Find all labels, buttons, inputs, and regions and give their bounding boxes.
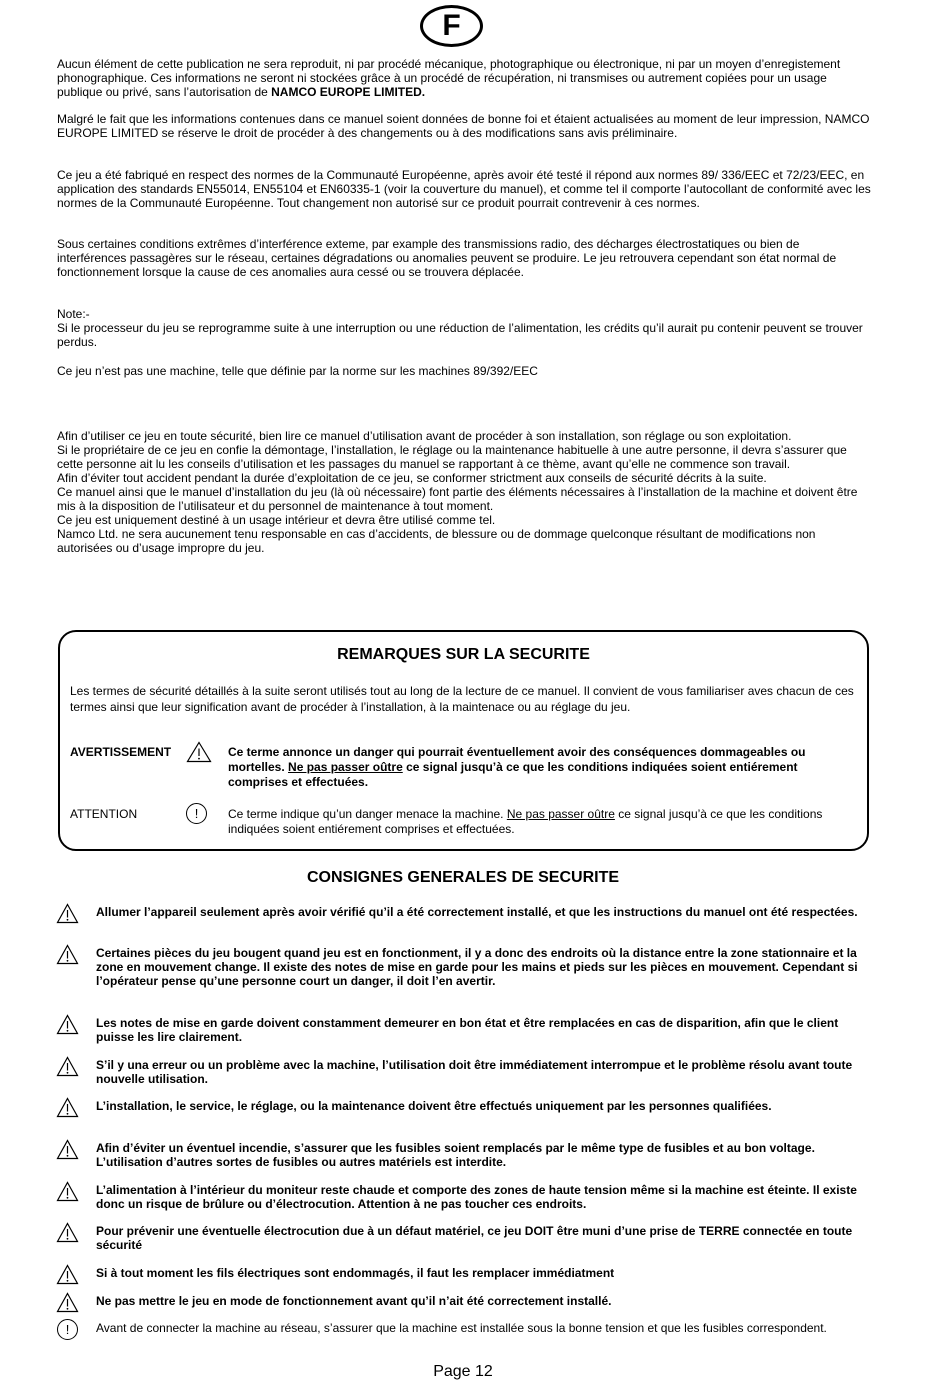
company-name: NAMCO EUROPE LIMITED. — [271, 85, 426, 99]
warning-triangle-icon — [56, 1014, 79, 1035]
safety-rule: Ne pas mettre le jeu en mode de fonctionnement avant qu’il n’ait été correctement installé. — [96, 1294, 612, 1308]
warning-triangle-icon — [56, 1139, 79, 1160]
warning-triangle-icon — [56, 1292, 79, 1313]
safety-remarks-box — [58, 630, 869, 851]
warning-term-text: Ce terme annonce un danger qui pourrait éventuellement avoir des conséquences dommageables ou mortelles. Ne pas passer oûtre ce signal jusqu’à ce que les conditions indiquées soient entiérement comprises et effectuées. — [228, 745, 806, 789]
page-number: Page 12 — [433, 1363, 493, 1380]
safety-rule: S’il y una erreur ou un problème avec la machine, l’utilisation doit être immédiatement interrompue et le problème résolu avant toute nouvelle utilisation. — [96, 1058, 853, 1086]
warning-triangle-icon — [56, 1264, 79, 1285]
safety-remarks-intro: Les termes de sécurité détaillés à la suite seront utilisés tout au long de la lecture de ce manuel. Il convient de vous familiariser aves chacun de ces termes ainsi que leur signification avant de procéder à l’installation, à la maintenace ou au réglage du jeu. — [70, 684, 854, 714]
exclamation-circle-icon: ! — [186, 803, 207, 824]
usage-line: Ce manuel ainsi que le manuel d’installation du jeu (là où nécessaire) font partie des éléments nécessaires à l’installation de la machine et doivent être mis à la disposition de l’utilisateur et du personnel de maintenance à tout moment. — [57, 485, 858, 513]
usage-line: Afin d’éviter tout accident pendant la durée d’exploitation de ce jeu, se conformer strictment aux conseils de sécurité décrits à la suite. — [57, 471, 767, 485]
usage-line: Ce jeu est uniquement destiné à un usage intérieur et devra être utilisé comme tel. — [57, 513, 496, 527]
warning-triangle-icon — [186, 741, 212, 763]
machine-directive-paragraph: Ce jeu n’est pas une machine, telle que définie par la norme sur les machines 89/392/EEC — [57, 364, 538, 378]
safety-remarks-title: REMARQUES SUR LA SECURITE — [337, 646, 590, 663]
exclamation-circle-icon: ! — [57, 1319, 78, 1340]
warning-triangle-icon — [56, 903, 79, 924]
disclaimer-paragraph: Malgré le fait que les informations contenues dans ce manuel soient données de bonne foi et étaient actualisées au moment de leur impression, NAMCO EUROPE LIMITED se réserve le droit de procéder à des changements ou à des modifications sans avis préliminaire. — [57, 112, 870, 140]
safety-rule: Pour prévenir une éventuelle électrocution due à un défaut matériel, ce jeu DOIT être muni d’une prise de TERRE connectée en toute sécurité — [96, 1224, 853, 1252]
warning-triangle-icon — [56, 1181, 79, 1202]
warning-triangle-icon — [56, 1097, 79, 1118]
warning-term-label: AVERTISSEMENT — [70, 745, 172, 759]
note-label: Note:- — [57, 307, 90, 321]
language-badge: F — [420, 5, 483, 47]
safety-rule: L’installation, le service, le réglage, ou la maintenance doivent être effectués uniquement par les personnes qualifiées. — [96, 1099, 772, 1113]
usage-line: Afin d’utiliser ce jeu en toute sécurité, bien lire ce manuel d’utilisation avant de procéder à son installation, son réglage ou son exploitation. — [57, 429, 792, 443]
caution-term-label: ATTENTION — [70, 807, 138, 821]
warning-triangle-icon — [56, 1222, 79, 1243]
compliance-paragraph: Ce jeu a été fabriqué en respect des normes de la Communauté Européenne, après avoir été testé il répond aux normes 89/ 336/EEC et 72/23/EEC, en application des standards EN55014, EN55104 et EN60335-1 (voir la couverture du manuel), et comme tel il comporte l’autocollant de conformité avec les normes de la Communauté Européenne. Tout changement non autorisé sur ce produit pourrait contrevenir à ces normes. — [57, 168, 871, 210]
safety-rule: Si à tout moment les fils électriques sont endommagés, il faut les remplacer immédiatment — [96, 1266, 615, 1280]
copyright-paragraph: Aucun élément de cette publication ne sera reproduit, ni par procédé mécanique, photographique ou électronique, ni par un moyen d’enregistement phonographique. Ces informations ne seront ni stockées grâce à un procédé de récupération, ni transmises ou autrement copiées pour un usage publique ou privé, sans l’autorisation de NAMCO EUROPE LIMITED. — [57, 57, 841, 99]
safety-rule: Afin d’éviter un éventuel incendie, s’assurer que les fusibles soient remplacés par le même type de fusibles et au bon voltage. L’utilisation d’autres sortes de fusibles ou autres matériels est interdite. — [96, 1141, 815, 1169]
note-paragraph — [57, 307, 872, 349]
usage-line: Namco Ltd. ne sera aucunement tenu responsable en cas d’accidents, de blessure ou de dommage quelconque résultant de modifications non autorisées ou d’usage impropre du jeu. — [57, 527, 816, 555]
warning-triangle-icon — [56, 944, 79, 965]
warning-triangle-icon — [56, 1056, 79, 1077]
usage-instructions — [57, 429, 872, 555]
safety-rule: Avant de connecter la machine au réseau, s’assurer que la machine est installée sous la bonne tension et que les fusibles correspondent. — [96, 1321, 827, 1335]
note-text: Si le processeur du jeu se reprogramme suite à une interruption ou une réduction de l’alimentation, les crédits qu’il aurait pu contenir peuvent se trouver perdus. — [57, 321, 863, 349]
general-safety-title: CONSIGNES GENERALES DE SECURITE — [306, 869, 620, 886]
caution-term-text: Ce terme indique qu’un danger menace la machine. Ne pas passer oûtre ce signal jusqu’à ce que les conditions indiquées soient entiérement comprises et effectuées. — [228, 807, 823, 836]
usage-line: Si le propriétaire de ce jeu en confie la démontage, l’installation, le réglage ou la maintenance habituelle à une autre personne, il devra s’assurer que cette personne ait lu les conseils d’utilisation et les passages du manuel se rapportant à ce thème, avant qu’elle ne commence son travail. — [57, 443, 847, 471]
safety-rule: Les notes de mise en garde doivent constamment demeurer en bon état et être remplacées en cas de disparition, afin que le client puisse les lire clairement. — [96, 1016, 839, 1044]
safety-rule: Certaines pièces du jeu bougent quand jeu est en fonctionment, il y a donc des endroits où la distance entre la zone stationnaire et la zone en mouvement change. Il existe des notes de mise en garde pour les mains et pieds sur les pièces en mouvement. Cependant si l’opérateur pense qu’une personne court un danger, il doit l’en avertir. — [96, 946, 858, 988]
interference-paragraph: Sous certaines conditions extrêmes d’interférence exteme, par example des transmissions radio, des décharges électrostatiques ou bien de interférences passagères sur le réseau, certaines dégradations ou anomalies peuvent se produire. Le jeu retrouvera cependant son état normal de fonctionnement lorsque la cause de ces anomalies aura cessé ou se trouvera déplacée. — [57, 237, 837, 279]
safety-rule: Allumer l’appareil seulement après avoir vérifié qu’il a été correctement installé, et que les instructions du manuel ont été respectées. — [96, 905, 858, 919]
safety-rule: L’alimentation à l’intérieur du moniteur reste chaude et comporte des zones de haute tension même si la machine est éteinte. Il existe donc un risque de brûlure ou d’électrocution. Attention à ne pas toucher ces endroits. — [96, 1183, 857, 1211]
